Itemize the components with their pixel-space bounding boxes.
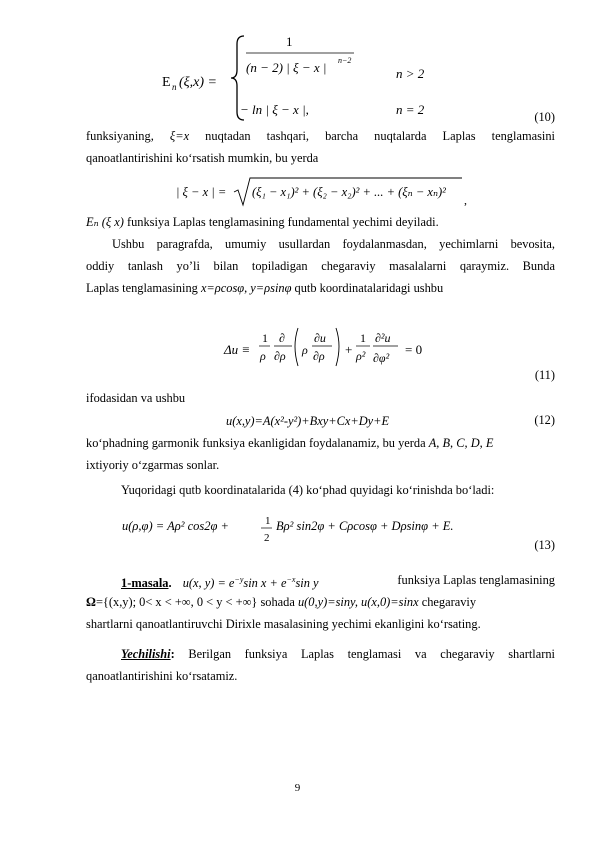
p7-mid: sin x + e: [243, 576, 287, 591]
eq10-case1-cond: n > 2: [396, 66, 425, 81]
p3-line3-c: qutb koordinatalaridagi ushbu: [291, 281, 444, 295]
dist-tail: ,: [464, 193, 467, 207]
paragraph-7-line-2: [86, 594, 555, 610]
eq10-case1-num: 1: [286, 34, 293, 49]
p8-line1: Berilgan funksiya Laplas tenglamasi va chegaraviy shartlarni: [174, 647, 555, 661]
p1-text-a: funksiyaning,: [86, 129, 154, 143]
eq10-lhs: E: [162, 75, 171, 90]
p7-line2-d: chegaraviy: [418, 595, 477, 609]
dist-lhs: | ξ − x | =: [176, 185, 227, 199]
eq13-half-den: 2: [264, 532, 270, 544]
p3-line3-b: x=ρcosφ, y=ρsinφ: [200, 281, 292, 295]
eq11-rhs: = 0: [405, 342, 423, 357]
eq12-number: (12): [534, 413, 555, 427]
p7-line2-b: ={(x,y); 0< x < +∞, 0 < y < +∞} sohada: [95, 595, 298, 609]
eq13-number: (13): [534, 538, 555, 552]
eq11-f1-den: ρ: [260, 349, 266, 363]
paragraph-1-line-1: [86, 128, 555, 144]
p2-sym: Eₙ (ξ x): [86, 215, 124, 229]
equation-11: [222, 322, 442, 374]
equation-distance: [174, 174, 470, 210]
eq11-f3-num: ∂u: [314, 331, 326, 345]
p3-line3-a: Laplas tenglamasining: [86, 281, 201, 295]
p7-exp-1: −y: [234, 575, 244, 584]
p7-omega: Ω: [86, 595, 96, 609]
p5-line1-a: ko‘phadning garmonik funksiya ekanligidan foydalanamiz, bu yerda: [86, 436, 429, 450]
p1-text-c: nuqtadan tashqari, barcha nuqtalarda Laplas tenglamasini: [205, 129, 555, 143]
p2-text: funksiya Laplas tenglamasining fundamental yechimi deyiladi.: [123, 215, 439, 229]
eq11-f2-num: ∂: [279, 331, 285, 345]
yechilishi-label: Yechilishi: [121, 647, 171, 661]
eq11-f2-den: ∂ρ: [274, 349, 286, 363]
eq10-case1-den-exp: n−2: [338, 56, 352, 65]
paragraph-5-line-2: ixtiyoriy o‘zgarmas sonlar.: [86, 458, 220, 472]
eq11-lhs: Δu ≡: [224, 342, 251, 357]
eq10-lhs-sub: n: [172, 82, 177, 92]
equation-13: [120, 508, 510, 552]
eq10-number: (10): [534, 110, 555, 124]
equation-10: [160, 32, 430, 124]
equation-12: [226, 413, 466, 429]
p7-end: sin y: [295, 576, 319, 591]
paragraph-3-line-2: oddiy tanlash yo’li bilan topiladigan chegaraviy masalalarni qaraymiz. Bunda: [86, 259, 555, 273]
paragraph-3-line-3: [86, 280, 555, 296]
eq11-f4-num: 1: [360, 331, 366, 345]
paragraph-6: Yuqoridagi qutb koordinatalarida (4) ko‘phad quyidagi ko‘rinishda bo‘ladi:: [121, 483, 495, 497]
eq10-case1-den: (n − 2) | ξ − x |: [246, 60, 327, 75]
paragraph-2: [86, 214, 555, 230]
p7-exp-2: −x: [286, 575, 296, 584]
p5-line1-b: A, B, C, D, E: [428, 436, 494, 450]
paragraph-7-line-1: [121, 572, 555, 591]
eq13-half-num: 1: [265, 515, 271, 527]
paragraph-8-line-1: [121, 646, 555, 662]
p7-text-a: funksiya Laplas tenglamasining: [397, 573, 555, 587]
eq11-f5-den: ∂φ²: [373, 351, 390, 365]
eq11-paren-right: [336, 328, 339, 366]
eq12-formula: u(x,y)=A(x²-y²)+Bxy+Cx+Dy+E: [226, 414, 390, 428]
eq10-case2-expr: − ln | ξ − x |,: [240, 102, 309, 117]
p7-formula: u(x, y) = e: [182, 576, 235, 591]
eq11-rho: ρ: [302, 343, 308, 357]
eq11-f4-den: ρ²: [356, 349, 366, 363]
yechilishi-colon: :: [170, 647, 175, 661]
eq10-lhs-args: (ξ,x) =: [179, 75, 217, 90]
eq13-rhs: Bρ² sin2φ + Cρcosφ + Dρsinφ + E.: [276, 519, 454, 533]
eq13-lhs: u(ρ,φ) = Aρ² cos2φ +: [122, 519, 229, 533]
masala-dot: .: [168, 576, 172, 591]
paragraph-3-line-1: Ushbu paragrafda, umumiy usullardan foydalanmasdan, yechimlarni bevosita,: [112, 237, 555, 251]
paragraph-1-line-2: qanoatlantirishini ko‘rsatish mumkin, bu yerda: [86, 151, 319, 165]
eq11-f3-den: ∂ρ: [313, 349, 325, 363]
eq10-case2-cond: n = 2: [396, 102, 425, 117]
eq11-plus: +: [345, 342, 353, 357]
p7-line2-c: u(0,y)=siny, u(x,0)=sinx: [297, 595, 419, 609]
p1-text-b: ξ=x: [169, 129, 190, 143]
page-number: 9: [294, 782, 301, 794]
paragraph-7-line-3: shartlarni qanoatlantiruvchi Dirixle masalasining yechimi ekanligini ko‘rsating.: [86, 617, 481, 631]
eq11-f1-num: 1: [262, 331, 268, 345]
paragraph-8-line-2: qanoatlantirishini ko‘rsatamiz.: [86, 669, 238, 683]
eq11-f5-num: ∂²u: [375, 331, 391, 345]
masala-label: 1-masala: [121, 576, 169, 591]
paragraph-4: ifodasidan va ushbu: [86, 391, 186, 405]
dist-radicand: (ξ₁ − x₁)² + (ξ₂ − x₂)² + ... + (ξₙ − xₙ)²: [252, 185, 446, 199]
eq11-number: (11): [534, 368, 555, 382]
paragraph-5-line-1: [86, 435, 555, 451]
eq11-paren-left: [295, 328, 298, 366]
